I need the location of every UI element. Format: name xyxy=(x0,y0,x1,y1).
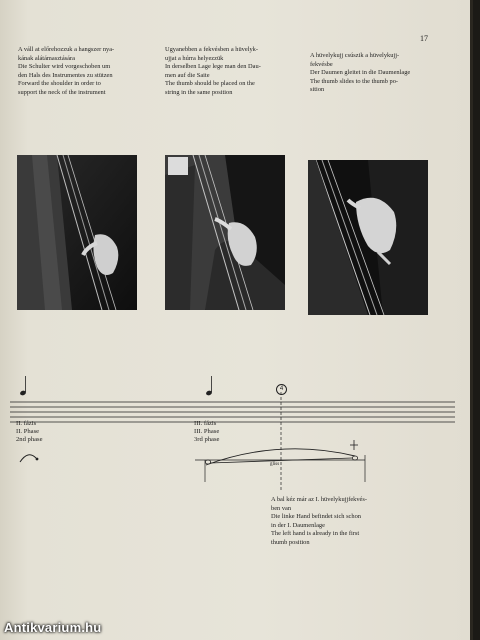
caption-line: fekvésbe xyxy=(310,60,333,68)
caption-column-1 xyxy=(18,46,148,98)
caption-line: A hüvelykujj csúszik a hüvelykujj- xyxy=(310,52,400,59)
caption-line: A váll at előrehozzuk a hangszer nya- xyxy=(18,46,115,53)
music-notation xyxy=(0,370,470,490)
caption-line: Forward the shoulder in order to xyxy=(18,80,101,88)
footnote-line: thumb position xyxy=(271,538,310,546)
caption-line: Der Daumen gleitet in die Daumenlage xyxy=(310,69,411,77)
position-marker: 4 xyxy=(276,384,287,395)
footnote-thumb-position xyxy=(271,496,367,548)
caption-line: support the neck of the instrument xyxy=(18,88,106,96)
caption-line: sition xyxy=(310,86,325,94)
footnote-line: in der I. Daumenlage xyxy=(271,521,325,529)
caption-line: In derselben Lage lege man den Dau- xyxy=(165,63,261,71)
caption-line: The thumb should be placed on the xyxy=(165,80,255,88)
caption-column-3 xyxy=(310,52,430,95)
phase-label-3 xyxy=(194,420,219,444)
caption-line: men auf die Saite xyxy=(165,71,210,79)
footnote-line: A bal kéz már az I. hüvelykujjfekvés- xyxy=(271,496,367,503)
caption-column-2 xyxy=(165,46,295,98)
photo-shoulder-forward xyxy=(17,155,137,310)
phase-line: II. fázis xyxy=(16,420,37,427)
caption-line: kának alátámasztására xyxy=(18,54,75,62)
phase-line: 3rd phase xyxy=(194,436,220,443)
caption-line: Ugyanebben a fekvésben a hüvelyk- xyxy=(165,46,258,53)
photo-thumb-slide xyxy=(308,160,428,315)
phase-label-2 xyxy=(16,420,43,444)
caption-line: string in the same position xyxy=(165,88,233,96)
phase-line: 2nd phase xyxy=(16,436,43,443)
page-number: 17 xyxy=(420,34,428,43)
phase-line: III. fázis xyxy=(194,420,217,427)
footnote-line: ben van xyxy=(271,504,292,512)
watermark: Antikvarium.hu xyxy=(4,620,102,635)
caption-line: ujjat a húrra helyezzük xyxy=(165,54,224,62)
caption-line: den Hals des Instrumentes zu stützen xyxy=(18,71,113,79)
footnote-line: Die linke Hand befindet sich schon xyxy=(271,513,361,521)
photo-thumb-on-string xyxy=(165,155,285,310)
phase-line: III. Phase xyxy=(194,428,220,435)
gliss-label: gliss xyxy=(270,462,280,467)
footnote-line: The left hand is already in the first xyxy=(271,530,360,538)
caption-line: The thumb slides to the thumb po- xyxy=(310,77,399,85)
phase-line: II. Phase xyxy=(16,428,40,435)
caption-line: Die Schulter wird vorgeschoben um xyxy=(18,63,111,71)
